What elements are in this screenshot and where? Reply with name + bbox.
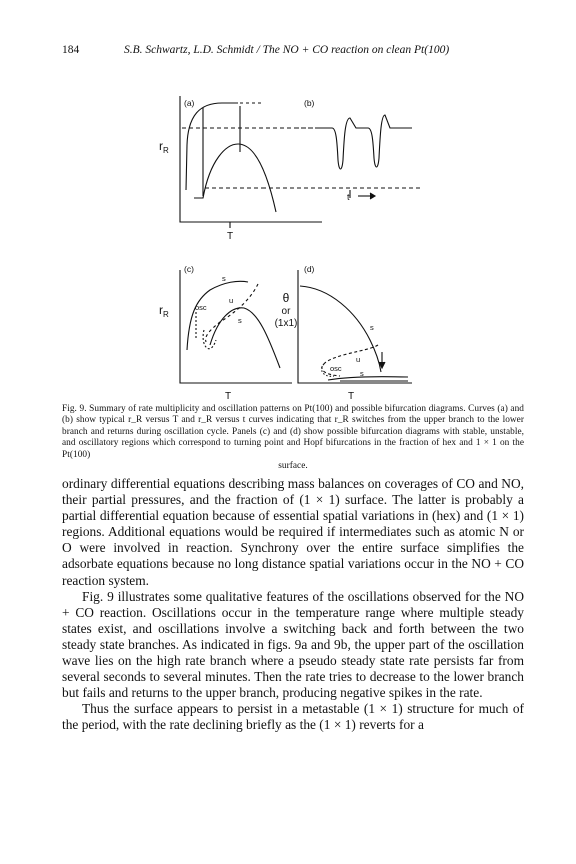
panel-c-s-bottom: s	[238, 316, 242, 325]
paragraph-2: Fig. 9 illustrates some qualitative features of the oscillations observed for the NO + CO reaction. Oscillations occur in the temperature range where multiple steady states exist, and oscillations involve a switching back and forth between the two steady state branches. As indicated in figs. 9a and 9b, the upper part of the oscillation wave lies on the high rate branch where a pseudo steady state rate persists far from several seconds to several minutes. Then the rate tries to decrease to the lower branch but fails and returns to the upper branch, producing negative spikes in the rate.	[62, 588, 524, 701]
panel-d-osc: osc	[330, 364, 342, 373]
panel-c-s-top: s	[222, 274, 226, 283]
top-y-label	[159, 139, 169, 155]
figure-caption	[62, 404, 524, 472]
panel-d-s-lower: s	[360, 369, 364, 378]
panel-c-x-label: T	[225, 391, 232, 400]
top-y-label-main: r	[159, 139, 163, 153]
paragraph-3: Thus the surface appears to persist in a metastable (1 × 1) structure for much of the period, with the rate declining briefly as the (1 × 1) reverts for a	[62, 701, 524, 733]
figure-9	[0, 0, 576, 400]
panel-d-u: u	[356, 355, 361, 364]
panel-b-trace	[318, 115, 412, 169]
panel-c-unstable	[206, 284, 258, 342]
panel-d-upper-stable	[300, 286, 381, 372]
bottom-y-label-sub: R	[163, 310, 169, 319]
panel-d-label: (d)	[304, 264, 315, 274]
panel-d-s-upper: s	[370, 323, 374, 332]
panel-d-axes	[298, 270, 412, 383]
panel-c-osc: osc	[195, 303, 207, 312]
panel-c-label: (c)	[184, 264, 194, 274]
panel-d-lower-stable	[328, 377, 408, 380]
top-y-label-sub: R	[163, 146, 169, 155]
page-number: 184	[62, 44, 80, 56]
running-title: S.B. Schwartz, L.D. Schmidt / The NO + CO reaction on clean Pt(100)	[124, 44, 450, 56]
panel-c-lower-stable	[210, 308, 280, 368]
panel-c-u: u	[229, 296, 234, 305]
d-y-label-1x1: (1x1)	[274, 318, 298, 329]
panel-a-axes	[180, 96, 322, 222]
panel-a-label: (a)	[184, 98, 195, 108]
caption-last-line: surface.	[278, 461, 308, 472]
time-label: t	[347, 192, 350, 202]
panel-a-lower-branch	[194, 144, 276, 212]
body-text	[62, 476, 524, 734]
bottom-y-label-main: r	[159, 303, 163, 317]
caption-text: Fig. 9. Summary of rate multiplicity and oscillation patterns on Pt(100) and possible bifurcation diagrams. Curves (a) and (b) show typical r_R versus T and r_R versus t curves indicating that r_R switches from the upper branch to the lower branch and returns during oscillation cycle. Panels (c) and (d) show possible bifurcation diagrams with stable, unstable, and oscillatory regions which correspond to turning point and Hopf bifurcations in the fraction of hex and 1 × 1 on the Pt(100)	[62, 404, 524, 460]
paragraph-1: ordinary differential equations describing mass balances on coverages of CO and NO, their partial pressures, and the fraction of (1 × 1) surface. The latter is probably a partial differential equation because of essential spatial variations in (hex) and (1 × 1) regions. Additional equations would be required if intermediates such as atomic N or O were involved in reaction. Synchrony over the entire surface simplifies the adsorbate equations because no long distance spatial variations occur in the NO + CO reaction system.	[62, 476, 524, 588]
top-x-label: T	[227, 231, 234, 242]
d-y-label-theta: θ	[282, 291, 290, 305]
panel-b-label: (b)	[304, 98, 315, 108]
panel-d-x-label: T	[348, 391, 355, 400]
bottom-y-label	[159, 303, 169, 319]
d-y-label-or: or	[281, 306, 291, 317]
